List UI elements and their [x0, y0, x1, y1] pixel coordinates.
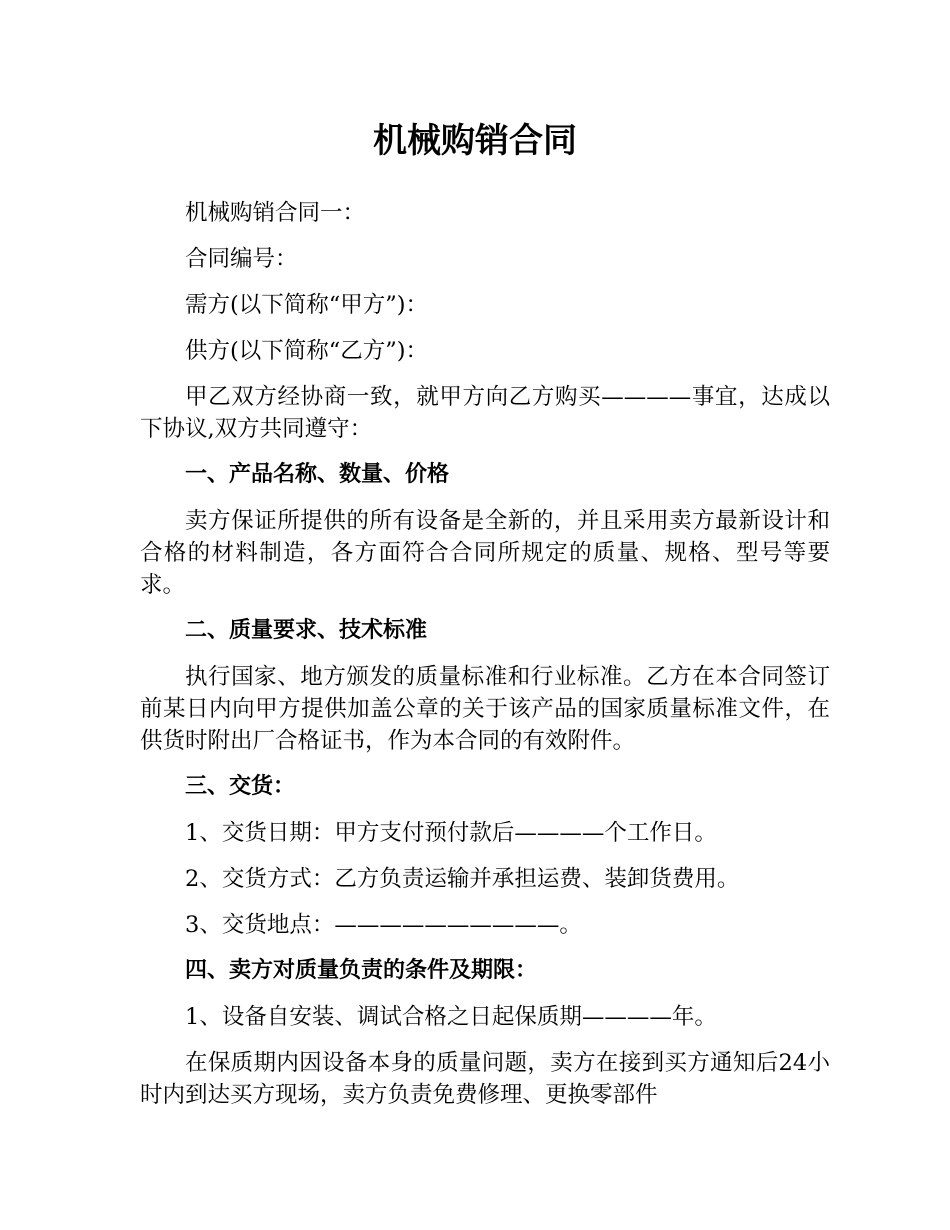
section-heading-quality: 二、质量要求、技术标准 — [185, 618, 428, 643]
contract-subtitle: 机械购销合同一： — [185, 200, 366, 226]
buyer-field: 需方(以下简称“甲方”)： — [185, 292, 429, 318]
warranty-repair-clause: 在保质期内因设备本身的质量问题，卖方在接到买方通知后24小时内到达买方现场，卖方负责免费修理、更换零部件 — [140, 1050, 830, 1108]
section-heading-warranty: 四、卖方对质量负责的条件及期限： — [185, 958, 538, 983]
contract-number-field: 合同编号： — [185, 246, 298, 272]
delivery-date-clause: 1、交货日期：甲方支付预付款后————个工作日。 — [185, 820, 717, 846]
section-heading-product: 一、产品名称、数量、价格 — [185, 462, 450, 487]
document-body — [140, 197, 830, 1125]
delivery-method-clause: 2、交货方式：乙方负责运输并承担运费、装卸货费用。 — [185, 866, 740, 892]
quality-clause: 执行国家、地方颁发的质量标准和行业标准。乙方在本合同签订前某日内向甲方提供加盖公章的关于该产品的国家质量标准文件，在供货时附出厂合格证书，作为本合同的有效附件。 — [140, 664, 830, 754]
supplier-field: 供方(以下简称“乙方”)： — [185, 338, 429, 364]
section-heading-delivery: 三、交货： — [185, 774, 296, 799]
delivery-location-clause: 3、交货地点：——————————。 — [185, 912, 582, 938]
warranty-period-clause: 1、设备自安装、调试合格之日起保质期————年。 — [185, 1004, 717, 1030]
product-clause: 卖方保证所提供的所有设备是全新的，并且采用卖方最新设计和合格的材料制造，各方面符合合同所规定的质量、规格、型号等要求。 — [140, 508, 830, 598]
document-title: 机械购销合同 — [373, 121, 577, 161]
agreement-intro: 甲乙双方经协商一致，就甲方向乙方购买————事宜，达成以下协议,双方共同遵守： — [140, 384, 830, 442]
